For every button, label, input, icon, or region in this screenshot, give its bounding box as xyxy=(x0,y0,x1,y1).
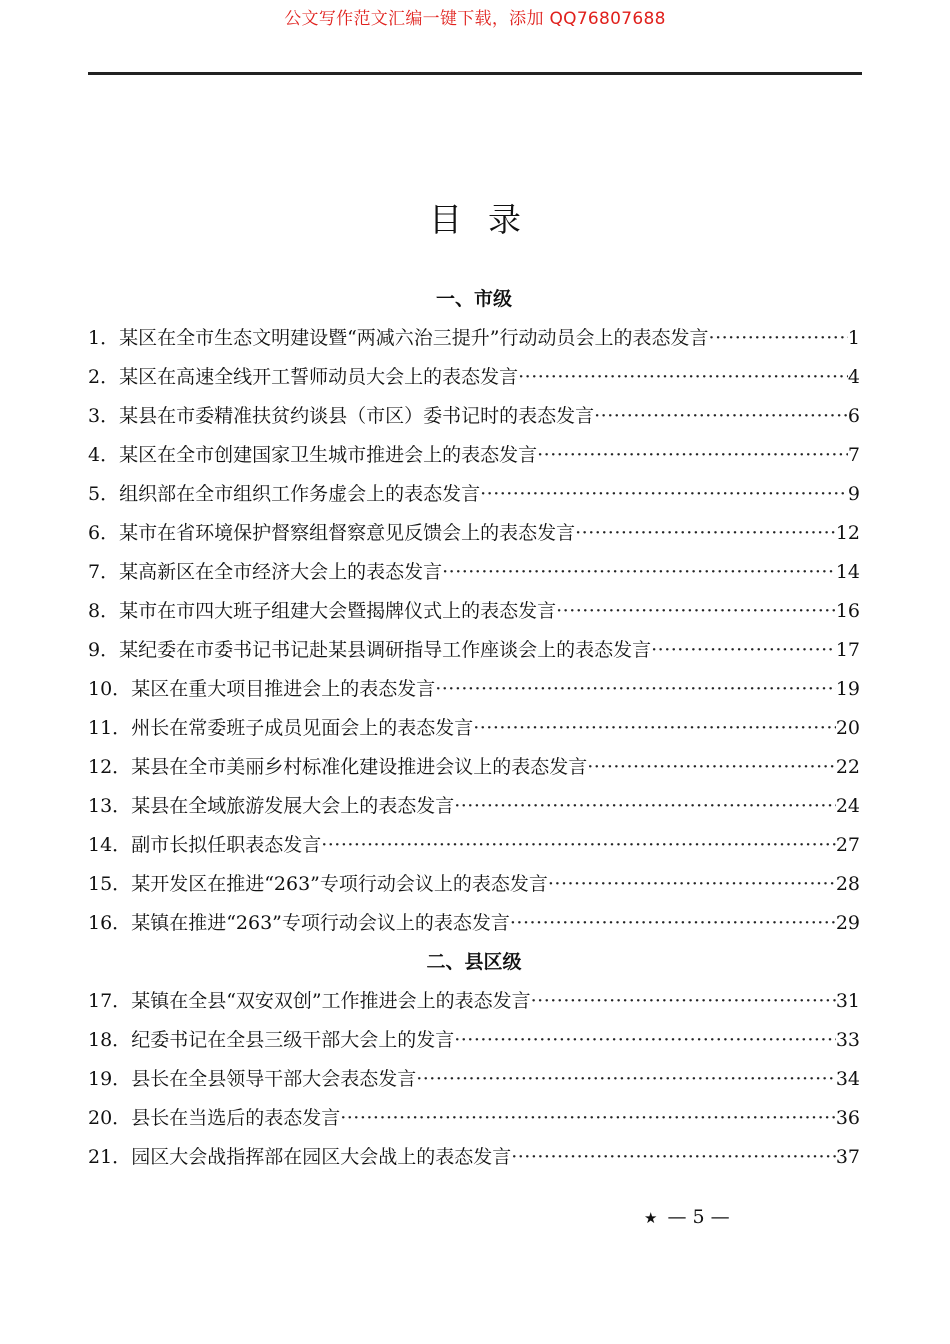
entry-number: 19． xyxy=(88,1068,132,1090)
dot-leader xyxy=(575,514,836,553)
dot-leader xyxy=(510,904,836,943)
dot-leader xyxy=(556,592,836,631)
toc-entry[interactable] xyxy=(88,982,860,1021)
toc-entry[interactable] xyxy=(88,358,860,397)
entry-number: 8． xyxy=(88,600,120,622)
section-heading: 一、市级 xyxy=(435,288,512,310)
entry-number: 11． xyxy=(88,717,132,739)
entry-title: 某区在高速全线开工誓师动员大会上的表态发言 xyxy=(119,366,519,388)
entry-number: 9． xyxy=(88,639,120,661)
dot-leader xyxy=(454,787,836,826)
entry-number: 3． xyxy=(88,405,120,427)
toc-entry[interactable] xyxy=(88,1060,860,1099)
entry-number: 20． xyxy=(88,1107,132,1129)
entry-page: 31 xyxy=(835,990,860,1012)
toc-entry[interactable] xyxy=(88,748,860,787)
toc-entry[interactable] xyxy=(88,1099,860,1138)
toc-entry[interactable] xyxy=(88,709,860,748)
entry-page: 29 xyxy=(835,912,860,934)
entry-title: 某高新区在全市经济大会上的表态发言 xyxy=(119,561,443,583)
entry-number: 10． xyxy=(88,678,132,700)
entry-number: 21． xyxy=(88,1146,132,1168)
toc-entry[interactable] xyxy=(88,397,860,436)
entry-number: 16． xyxy=(88,912,132,934)
entry-page: 19 xyxy=(835,678,860,700)
entry-page: 36 xyxy=(835,1107,860,1129)
dot-leader xyxy=(321,826,836,865)
entry-title: 某镇在推进“263”专项行动会议上的表态发言 xyxy=(131,912,510,934)
page-number: — 5 — xyxy=(667,1206,730,1228)
entry-page: 14 xyxy=(835,561,860,583)
toc-entry[interactable] xyxy=(88,631,860,670)
entry-page: 17 xyxy=(835,639,860,661)
entry-title: 某纪委在市委书记书记赴某县调研指导工作座谈会上的表态发言 xyxy=(119,639,652,661)
toc-entry[interactable] xyxy=(88,436,860,475)
dot-leader xyxy=(454,1021,836,1060)
dot-leader xyxy=(587,748,836,787)
entry-page: 33 xyxy=(835,1029,860,1051)
toc-entry[interactable] xyxy=(88,1021,860,1060)
entry-title: 某区在全市生态文明建设暨“两减六治三提升”行动动员会上的表态发言 xyxy=(119,327,709,349)
entry-page: 27 xyxy=(835,834,860,856)
entry-title: 县长在当选后的表态发言 xyxy=(131,1107,341,1129)
dot-leader xyxy=(531,982,836,1021)
entry-page: 20 xyxy=(835,717,860,739)
star-icon: ★ xyxy=(644,1209,658,1227)
toc-entry[interactable] xyxy=(88,592,860,631)
entry-page: 22 xyxy=(835,756,860,778)
toc-entry[interactable] xyxy=(88,865,860,904)
entry-title: 某县在全市美丽乡村标准化建设推进会议上的表态发言 xyxy=(131,756,588,778)
entry-number: 17． xyxy=(88,990,132,1012)
entry-title: 副市长拟任职表态发言 xyxy=(131,834,322,856)
toc-entry[interactable] xyxy=(88,475,860,514)
dot-leader xyxy=(435,670,836,709)
entry-page: 28 xyxy=(835,873,860,895)
entry-number: 7． xyxy=(88,561,120,583)
entry-number: 4． xyxy=(88,444,120,466)
dot-leader xyxy=(651,631,836,670)
entry-title: 某镇在全县“双安双创”工作推进会上的表态发言 xyxy=(131,990,531,1012)
entry-page: 24 xyxy=(835,795,860,817)
entry-number: 6． xyxy=(88,522,120,544)
entry-title: 州长在常委班子成员见面会上的表态发言 xyxy=(131,717,474,739)
dot-leader xyxy=(340,1099,836,1138)
entry-number: 15． xyxy=(88,873,132,895)
entry-page: 12 xyxy=(835,522,860,544)
dot-leader xyxy=(594,397,848,436)
dot-leader xyxy=(548,865,836,904)
toc-entry[interactable] xyxy=(88,670,860,709)
dot-leader xyxy=(416,1060,836,1099)
entry-title: 某区在全市创建国家卫生城市推进会上的表态发言 xyxy=(119,444,538,466)
entry-number: 14． xyxy=(88,834,132,856)
section-heading: 二、县区级 xyxy=(426,951,522,973)
toc-entry[interactable] xyxy=(88,1138,860,1177)
dot-leader xyxy=(473,709,836,748)
toc-title: 目录 xyxy=(429,200,547,239)
entry-title: 某市在省环境保护督察组督察意见反馈会上的表态发言 xyxy=(119,522,576,544)
entry-page: 9 xyxy=(847,483,860,505)
page-footer xyxy=(644,1206,730,1228)
entry-page: 6 xyxy=(847,405,860,427)
entry-page: 34 xyxy=(835,1068,860,1090)
toc-entry[interactable] xyxy=(88,319,860,358)
dot-leader xyxy=(518,358,848,397)
toc-entry[interactable] xyxy=(88,514,860,553)
entry-page: 7 xyxy=(847,444,860,466)
entry-page: 4 xyxy=(847,366,860,388)
entry-number: 18． xyxy=(88,1029,132,1051)
entry-number: 1． xyxy=(88,327,120,349)
entry-number: 5． xyxy=(88,483,120,505)
toc-entry[interactable] xyxy=(88,787,860,826)
entry-title: 组织部在全市组织工作务虚会上的表态发言 xyxy=(119,483,481,505)
entry-page: 16 xyxy=(835,600,860,622)
dot-leader xyxy=(537,436,848,475)
entry-number: 13． xyxy=(88,795,132,817)
entry-page: 1 xyxy=(847,327,860,349)
header-rule xyxy=(88,72,862,75)
entry-number: 12． xyxy=(88,756,132,778)
table-of-contents xyxy=(88,280,860,1177)
entry-title: 纪委书记在全县三级干部大会上的发言 xyxy=(131,1029,455,1051)
entry-title: 某市在市四大班子组建大会暨揭牌仪式上的表态发言 xyxy=(119,600,557,622)
entry-title: 某县在全域旅游发展大会上的表态发言 xyxy=(131,795,455,817)
toc-entry[interactable] xyxy=(88,553,860,592)
entry-title: 某开发区在推进“263”专项行动会议上的表态发言 xyxy=(131,873,548,895)
entry-page: 37 xyxy=(835,1146,860,1168)
dot-leader xyxy=(709,319,848,358)
toc-entry[interactable] xyxy=(88,826,860,865)
entry-title: 园区大会战指挥部在园区大会战上的表态发言 xyxy=(131,1146,512,1168)
dot-leader xyxy=(511,1138,836,1177)
toc-entry[interactable] xyxy=(88,904,860,943)
entry-number: 2． xyxy=(88,366,120,388)
download-banner: 公文写作范文汇编一键下载，添加 QQ76807688 xyxy=(284,9,666,29)
dot-leader xyxy=(480,475,848,514)
entry-title: 县长在全县领导干部大会表态发言 xyxy=(131,1068,417,1090)
dot-leader xyxy=(442,553,836,592)
entry-title: 某区在重大项目推进会上的表态发言 xyxy=(131,678,436,700)
entry-title: 某县在市委精准扶贫约谈县（市区）委书记时的表态发言 xyxy=(119,405,595,427)
